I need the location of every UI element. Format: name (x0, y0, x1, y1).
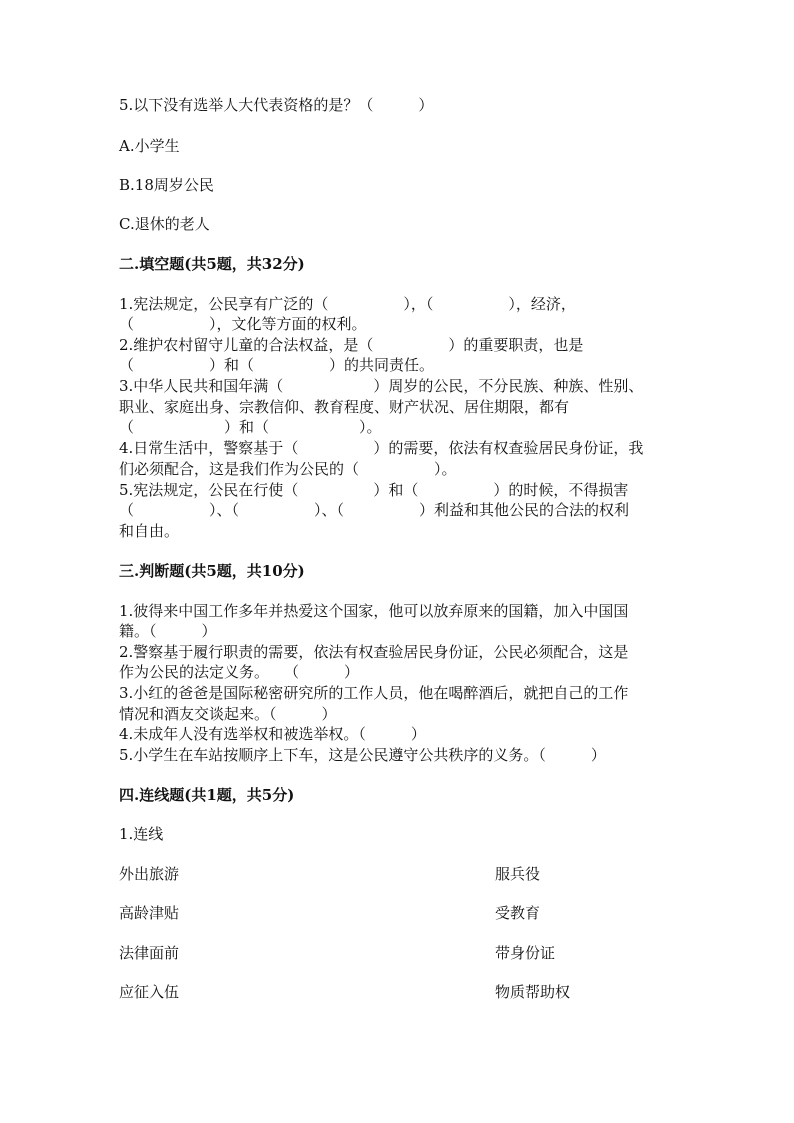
option-c: C.退休的老人 (119, 215, 210, 233)
matching-question: 1.连线 (119, 825, 164, 843)
match-right-item: 物质帮助权 (495, 983, 571, 1001)
option-a: A.小学生 (119, 137, 180, 155)
judgment-line: 2.警察基于履行职责的需要，依法有权查验居民身份证，公民必须配合，这是 (119, 643, 629, 661)
match-left-item: 外出旅游 (119, 865, 180, 883)
judgment-line: 作为公民的法定义务。 （ ） (119, 663, 360, 681)
match-right-item: 服兵役 (495, 865, 541, 883)
fill-line: 和自由。 (119, 522, 180, 540)
fill-line: （ ）和（ ）。 (119, 418, 382, 436)
fill-line: （ ），文化等方面的权利。 (119, 315, 367, 333)
fill-line: 2.维护农村留守儿童的合法权益，是（ ）的重要职责，也是 (119, 336, 584, 354)
fill-line: 职业、家庭出身、宗教信仰、教育程度、财产状况、居住期限，都有 (119, 398, 570, 416)
fill-line: 4.日常生活中，警察基于（ ）的需要，依法有权查验居民身份证，我 (119, 439, 644, 457)
question-5-stem: 5.以下没有选举人大代表资格的是？（ ） (119, 96, 434, 114)
judgment-line: 籍。（ ） (119, 622, 217, 640)
judgment-line: 1.彼得来中国工作多年并热爱这个国家，他可以放弃原来的国籍，加入中国国 (119, 602, 629, 620)
match-left-item: 高龄津贴 (119, 904, 180, 922)
fill-line: 3.中华人民共和国年满（ ）周岁的公民，不分民族、种族、性别、 (119, 377, 644, 395)
fill-line: （ ）和（ ）的共同责任。 (119, 356, 435, 374)
fill-line: （ ）、（ ）、（ ）利益和其他公民的合法的权利 (119, 501, 630, 519)
match-left-item: 应征入伍 (119, 983, 180, 1001)
section-matching-heading: 四.连线题(共1题，共5分) (119, 786, 295, 804)
judgment-line: 3.小红的爸爸是国际秘密研究所的工作人员，他在喝醉酒后，就把自己的工作 (119, 684, 629, 702)
judgment-line: 5.小学生在车站按顺序上下车，这是公民遵守公共秩序的义务。（ ） (119, 746, 606, 764)
match-right-item: 受教育 (495, 904, 541, 922)
judgment-line: 情况和酒友交谈起来。（ ） (119, 705, 337, 723)
section-fill-blank-heading: 二.填空题(共5题，共32分) (119, 255, 305, 273)
fill-line: 1.宪法规定，公民享有广泛的（ ），（ ），经济， (119, 295, 576, 313)
match-left-item: 法律面前 (119, 944, 180, 962)
section-judgment-heading: 三.判断题(共5题，共10分) (119, 562, 305, 580)
fill-line: 5.宪法规定，公民在行使（ ）和（ ）的时候，不得损害 (119, 481, 629, 499)
judgment-line: 4.未成年人没有选举权和被选举权。（ ） (119, 725, 426, 743)
match-right-item: 带身份证 (495, 944, 556, 962)
option-b: B.18周岁公民 (119, 176, 214, 194)
fill-line: 们必须配合，这是我们作为公民的（ ）。 (119, 460, 457, 478)
